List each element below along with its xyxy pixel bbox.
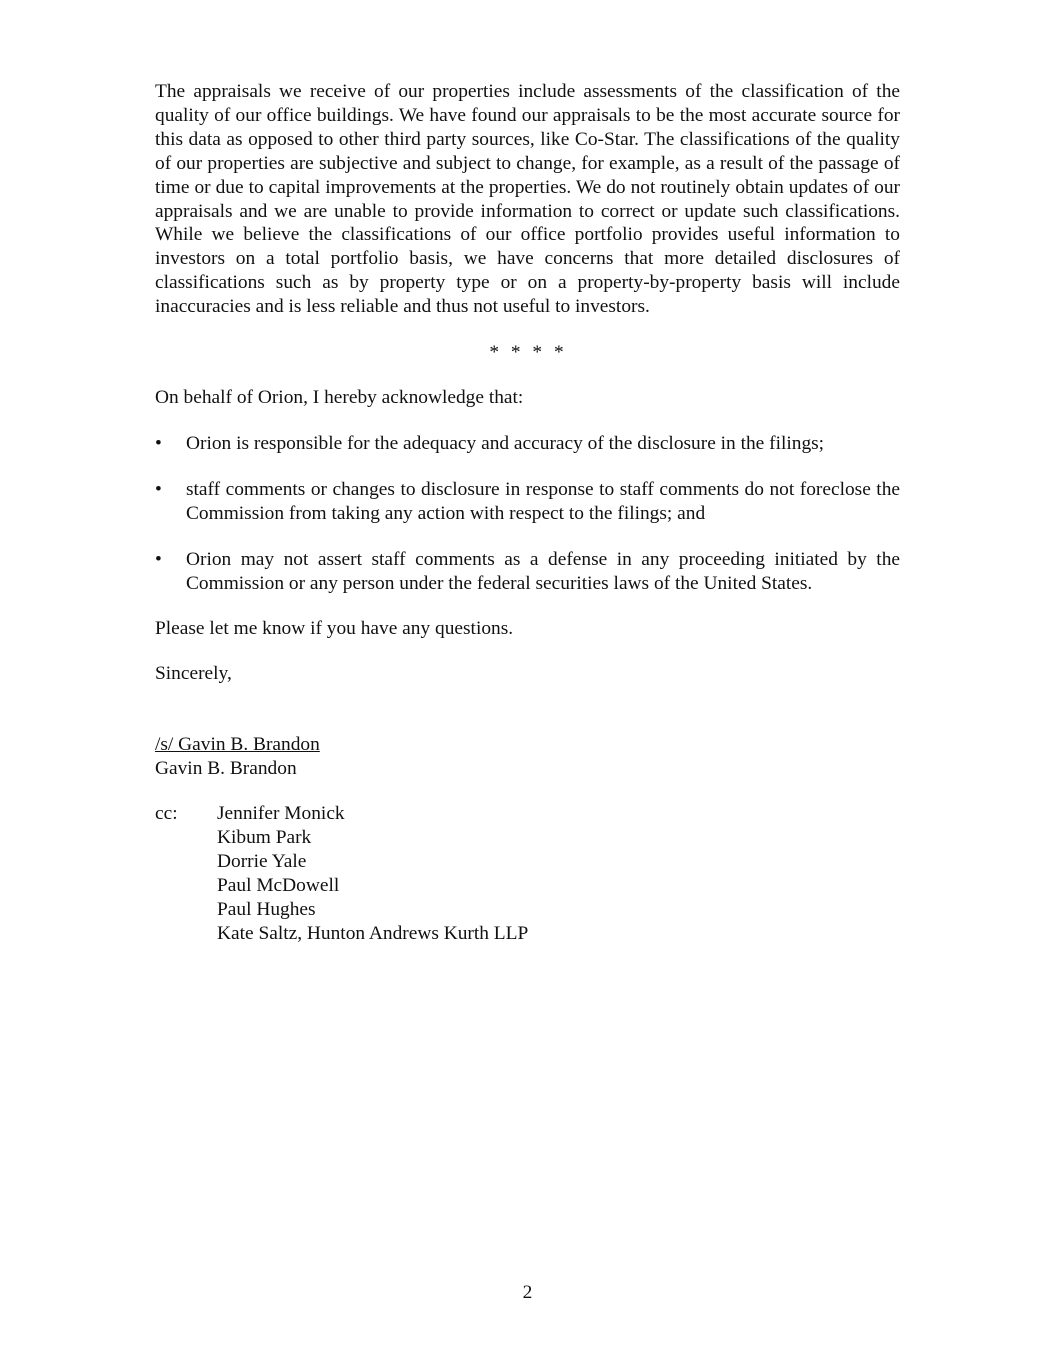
sign-off: Sincerely, [155, 663, 232, 685]
page-number: 2 [522, 1282, 533, 1303]
acknowledgement-intro: On behalf of Orion, I hereby acknowledge that: [155, 386, 524, 408]
cc-recipient: Paul Hughes [217, 898, 316, 920]
cc-recipient: Dorrie Yale [217, 850, 307, 872]
signature-line: /s/ Gavin B. Brandon [155, 734, 320, 756]
acknowledgement-text: staff comments or changes to disclosure in response to staff comments do not foreclose the Commission from taking any action with respect to the filings; and [186, 478, 900, 524]
bullet-icon: • [155, 548, 162, 570]
acknowledgement-text: Orion may not assert staff comments as a defense in any proceeding initiated by the Commission or any person under the federal securities laws of the United States. [186, 548, 900, 594]
list-item [155, 432, 900, 456]
cc-recipient: Kibum Park [217, 826, 312, 848]
cc-recipient: Jennifer Monick [217, 803, 345, 825]
section-separator: * * * * [489, 342, 566, 364]
cc-recipient-list [217, 802, 528, 945]
signer-name: Gavin B. Brandon [155, 758, 297, 780]
signature-block [155, 733, 900, 781]
acknowledgement-text: Orion is responsible for the adequacy and accuracy of the disclosure in the filings; [186, 432, 825, 454]
bullet-icon: • [155, 478, 162, 500]
letter-page [155, 80, 900, 945]
cc-recipient: Kate Saltz, Hunton Andrews Kurth LLP [217, 922, 529, 944]
cc-label: cc: [155, 803, 178, 825]
bullet-icon: • [155, 432, 162, 454]
cc-recipient: Paul McDowell [217, 874, 340, 896]
acknowledgement-list [155, 432, 900, 596]
list-item [155, 478, 900, 526]
list-item [155, 548, 900, 596]
closing-question: Please let me know if you have any questions. [155, 618, 514, 640]
cc-block [155, 802, 900, 945]
appraisals-paragraph: The appraisals we receive of our properties include assessments of the classification of the quality of our office buildings. We have found our appraisals to be the most accurate source for this data as opposed to other third party sources, like Co-Star. The classifications of the quality of our properties are subjective and subject to change, for example, as a result of the passage of time or due to capital improvements at the properties. We do not routinely obtain updates of our appraisals and we are unable to provide information to correct or update such classifications. While we believe the classifications of our office portfolio provides useful information to investors on a total portfolio basis, we have concerns that more detailed disclosures of classifications such as by property type or on a property-by-property basis will include inaccuracies and is less reliable and thus not useful to investors. [155, 81, 900, 318]
